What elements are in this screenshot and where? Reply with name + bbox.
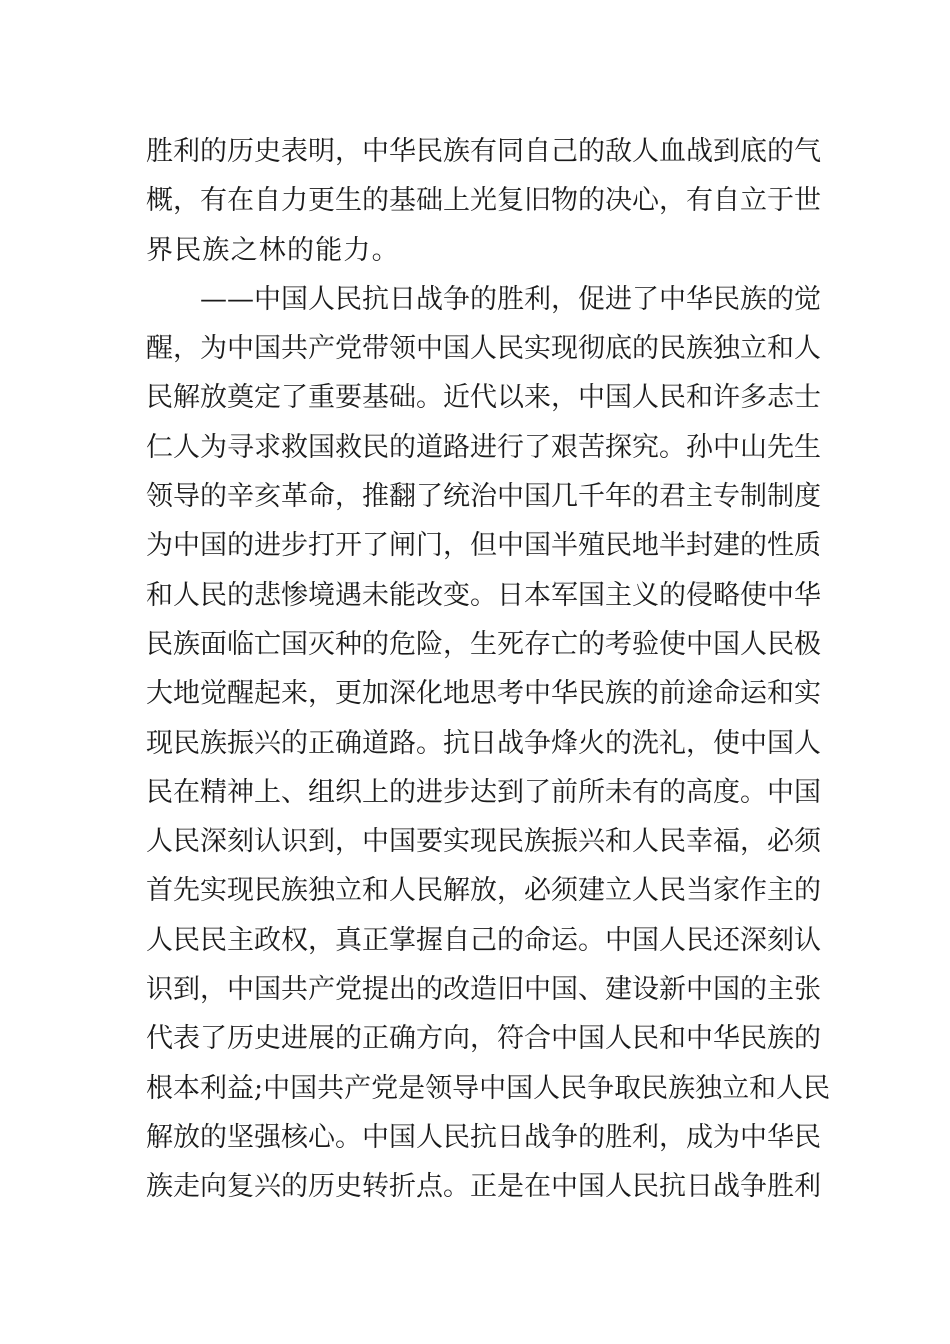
text-line: 人民民主政权，真正掌握自己的命运。中国人民还深刻认 (146, 924, 821, 956)
text-line: 民在精神上、组织上的进步达到了前所未有的高度。中国 (146, 776, 821, 808)
text-line: 根本利益;中国共产党是领导中国人民争取民族独立和人民 (146, 1072, 831, 1104)
text-line: 识到，中国共产党提出的改造旧中国、建设新中国的主张 (146, 974, 821, 1006)
text-line: 胜利的历史表明，中华民族有同自己的敌人血战到底的气 (146, 136, 821, 167)
text-line: 民解放奠定了重要基础。近代以来，中国人民和许多志士 (146, 382, 821, 414)
body-text (146, 127, 831, 1212)
text-line: 代表了历史进展的正确方向，符合中国人民和中华民族的 (146, 1023, 821, 1055)
text-line: 和人民的悲惨境遇未能改变。日本军国主义的侵略使中华 (146, 579, 821, 611)
text-line: 现民族振兴的正确道路。抗日战争烽火的洗礼，使中国人 (146, 727, 821, 759)
text-line: 大地觉醒起来，更加深化地思考中华民族的前途命运和实 (146, 678, 821, 710)
text-line: 首先实现民族独立和人民解放，必须建立人民当家作主的 (146, 875, 821, 907)
text-line: 人民深刻认识到，中国要实现民族振兴和人民幸福，必须 (146, 826, 821, 858)
text-line: 为中国的进步打开了闸门，但中国半殖民地半封建的性质 (146, 530, 821, 562)
text-line: 领导的辛亥革命，推翻了统治中国几千年的君主专制制度 (146, 481, 821, 513)
text-line: 醒，为中国共产党带领中国人民实现彻底的民族独立和人 (146, 333, 821, 365)
text-line: 解放的坚强核心。中国人民抗日战争的胜利，成为中华民 (146, 1121, 821, 1153)
text-line: ——中国人民抗日战争的胜利，促进了中华民族的觉 (146, 283, 821, 315)
text-line: 民族面临亡国灭种的危险，生死存亡的考验使中国人民极 (146, 628, 821, 660)
text-line: 族走向复兴的历史转折点。正是在中国人民抗日战争胜利 (146, 1171, 821, 1203)
text-line: 概，有在自力更生的基础上光复旧物的决心，有自立于世 (146, 185, 821, 217)
text-line: 界民族之林的能力。 (146, 234, 400, 266)
text-line: 仁人为寻求救国救民的道路进行了艰苦探究。孙中山先生 (146, 431, 821, 463)
